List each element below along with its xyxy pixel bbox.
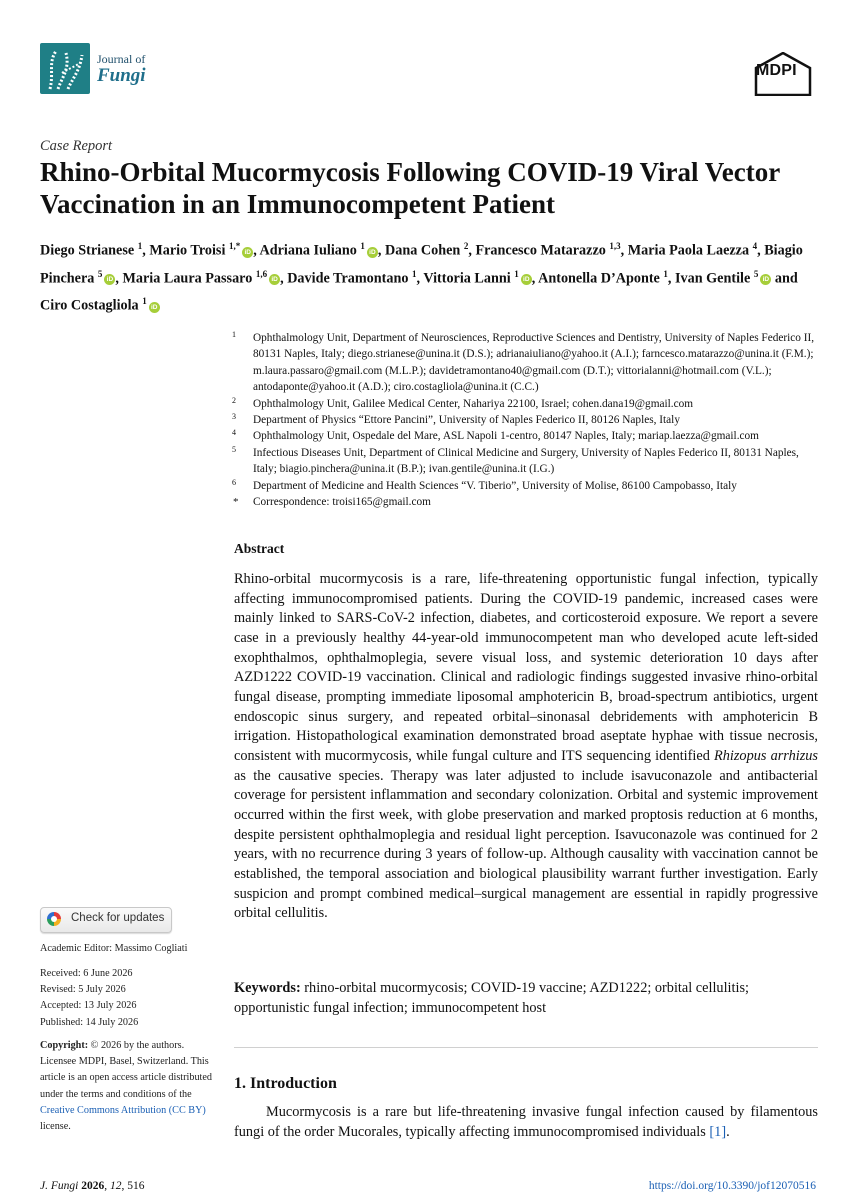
introduction-heading: 1. Introduction [234, 1075, 337, 1092]
author-affiliation-marker: 4 [752, 241, 758, 251]
copyright-label: Copyright: [40, 1040, 89, 1051]
author-affiliation-marker: 1 [663, 268, 668, 279]
journal-name: Fungi [97, 65, 146, 86]
affiliation-number: 6 [232, 477, 236, 487]
affiliation-text: Infectious Diseases Unit, Department of Clinical Medicine and Surgery, University of Naples Federico II, 80131 Naples, Italy; biagio.pinchera@unina.it (B.P.); ivan.gentile@unina.it (I.G.) [253, 446, 799, 476]
author-name: Ivan Gentile [675, 270, 751, 287]
author-affiliation-marker: 1 [360, 241, 365, 251]
abstract-heading: Abstract [234, 541, 285, 556]
author-name: Maria Laura Passaro [122, 270, 253, 287]
publisher-logo-text: MDPI [756, 62, 797, 79]
affiliation-text: Department of Physics “Ettore Pancini”, University of Naples Federico II, 80126 Naples, Italy [253, 414, 680, 427]
author-affiliation-marker: 1 [412, 268, 417, 279]
affiliation-number: 5 [232, 444, 236, 454]
academic-editor: Academic Editor: Massimo Cogliati [40, 943, 188, 954]
author-name: Diego Strianese [40, 242, 135, 259]
author-affiliation-marker: 1 [137, 241, 143, 251]
affiliation-text: Ophthalmology Unit, Galilee Medical Center, Nahariya 22100, Israel; cohen.dana19@gmail.com [253, 397, 694, 410]
species-name: Rhizopus arrhizus [714, 747, 818, 764]
orcid-icon[interactable]: iD [521, 274, 532, 285]
abstract-text [234, 570, 818, 924]
affiliation-text: Ophthalmology Unit, Ospedale del Mare, ASL Napoli 1-centro, 80147 Naples, Italy; mariap.laezza@gmail.com [253, 430, 759, 443]
article-type: Case Report [40, 138, 113, 154]
author-name: Mario Troisi [149, 242, 226, 259]
citation-link[interactable]: [1] [709, 1123, 727, 1140]
affiliation-item [232, 412, 822, 428]
footer-citation: J. Fungi 2026, 12, 516 [40, 1180, 145, 1192]
author-name: Adriana Iuliano [259, 242, 357, 259]
author-affiliation-marker: 1,3 [609, 241, 621, 251]
footer-volume: 12 [109, 1180, 122, 1192]
doi-link[interactable]: https://doi.org/10.3390/jof12070516 [648, 1180, 816, 1192]
author-name: Biagio Pinchera [40, 242, 803, 287]
affiliation-item [232, 330, 822, 396]
affiliation-item [232, 396, 822, 412]
copyright-text: © 2026 by the authors. Licensee MDPI, Basel, Switzerland. This article is an open access article distributed under the terms and conditions of the [40, 1040, 212, 1100]
orcid-icon[interactable]: iD [760, 274, 771, 285]
journal-logo [40, 43, 90, 94]
affiliation-item [232, 478, 822, 494]
published-date: Published: 14 July 2026 [40, 1016, 139, 1028]
footer-year: 2026 [81, 1180, 105, 1192]
affiliation-text: Ophthalmology Unit, Department of Neurosciences, Reproductive Sciences and Dentistry, University of Naples Federico II, 80131 Naples, Italy; diego.strianese@unina.it (D.S.); adrianaiuliano@yahoo.it (A.I.); farncesco.matarazzo@unina.it (F.M.); m.laura.passaro@gmail.com (M.L.P.); davidetramontano40@gmail.com (D.T.); vittorialanni@hotmail.com (V.L.); antodaponte@yahoo.it (A.D.); ciro.costagliola@unina.it (C.C.) [253, 332, 815, 394]
check-updates-label: Check for updates [71, 912, 165, 924]
keywords-label: Keywords: [234, 980, 301, 996]
orcid-icon[interactable]: iD [104, 274, 115, 285]
orcid-icon[interactable]: iD [149, 302, 160, 313]
affiliation-number: 4 [232, 428, 236, 438]
section-divider [234, 1047, 818, 1048]
footer-article-no: 516 [127, 1180, 145, 1192]
author-affiliation-marker: 2 [463, 241, 469, 251]
affiliation-text: Correspondence: troisi165@gmail.com [253, 496, 431, 509]
author-conjunction: and [774, 270, 798, 287]
affiliations [232, 330, 822, 510]
accepted-date: Accepted: 13 July 2026 [40, 1000, 137, 1012]
copyright-notice [40, 1038, 215, 1135]
abstract-part-2: as the causative species. Therapy was later adjusted to include isavuconazole and antibacterial coverage for persistent inflammation and secondary colonization. Orbital and systemic improvement occurred within the first week, with globe preservation and marked proptosis reduction at 6 months, despite persistent ophthalmoplegia and residual light perception. Isavuconazole was continued for 2 years, with no recurrence during 3 years of follow-up. Although causality with vaccination cannot be established, the temporal association and biological plausibility warrant further investigation. Early suspicion and prompt combined medical–surgical management are essential in rapidly progressive orbital cellulitis. [234, 767, 818, 922]
author-affiliation-marker: 1 [142, 296, 147, 307]
correspondence [232, 494, 822, 510]
keywords-text: rhino-orbital mucormycosis; COVID-19 vaccine; AZD1222; orbital cellulitis; opportunistic fungal infection; immunocompetent host [234, 980, 749, 1016]
introduction-paragraph: Mucormycosis is a rare but life-threatening invasive fungal infection caused by filamentous fungi of the order Mucorales, typically affecting immunocompromised individuals [234, 1104, 818, 1140]
orcid-icon[interactable]: iD [269, 274, 280, 285]
introduction-text [234, 1103, 818, 1143]
affiliation-number: 1 [232, 330, 236, 339]
abstract-part-1: Rhino-orbital mucormycosis is a rare, life-threatening opportunistic fungal infection, typically affecting immunocompromised patients. During the COVID-19 pandemic, increased cases were mainly linked to SARS-CoV-2 infection, diabetes, and corticosteroid exposure. We report a severe case in a previously healthy 44-year-old immunocompetent man who developed acute left-sided exophthalmos, ophthalmoplegia, severe visual loss, and systemic deterioration 10 days after AZD1222 COVID-19 vaccination. Clinical and radiologic findings suggested invasive rhino-orbital fungal disease, prompting immediate liposomal amphotericin B, broad-spectrum antibiotics, urgent endoscopic sinus surgery, and repeated orbital–sinonasal debridements with amphotericin B irrigation. Histopathological examination demonstrated broad aseptate hyphae with tissue necrosis, consistent with mucormycosis, while fungal culture and ITS sequencing identified [234, 571, 818, 764]
affiliation-item [232, 445, 822, 478]
footer-journal: J. Fungi [40, 1180, 79, 1192]
introduction-end: . [726, 1123, 730, 1140]
orcid-icon[interactable]: iD [242, 247, 253, 258]
author-name: Dana Cohen [385, 242, 461, 259]
author-name: Davide Tramontano [287, 270, 409, 287]
affiliation-number: * [233, 496, 239, 509]
author-affiliation-marker: 1,6 [255, 268, 268, 279]
update-check-icon [47, 912, 61, 926]
affiliation-text: Department of Medicine and Health Sciences “V. Tiberio”, University of Molise, 86100 Campobasso, Italy [253, 479, 737, 492]
revised-date: Revised: 5 July 2026 [40, 984, 126, 996]
license-link[interactable]: Creative Commons Attribution (CC BY) [40, 1104, 206, 1116]
author-affiliation-marker: 5 [97, 268, 103, 279]
author-affiliation-marker: 1 [514, 268, 519, 279]
author-name: Vittoria Lanni [423, 270, 511, 287]
received-date: Received: 6 June 2026 [40, 968, 133, 979]
copyright-end: license. [40, 1121, 71, 1133]
author-list: Diego Strianese $^1$, Mario Troisi $^{1,*}$iD , Adriana Iuliano $^1$iD , Dana Cohen $^2$, Francesco Matarazzo $^{1,3}$, Maria Paola Laezza $^4$, Biagio Pinchera $^5$iD , Maria Laura Passaro $^{1,6}$iD , Davide Tramontano $^1$, Vittoria Lanni $^1$iD , Antonella D’Aponte $^1$, Ivan Gentile $^5$iD and Ciro Costagliola $^1$iD [40, 241, 803, 315]
author-name: Antonella D’Aponte [538, 270, 660, 287]
author-name: Ciro Costagliola [40, 298, 139, 315]
keywords [234, 979, 818, 1019]
author-affiliation-marker: 1,* [228, 241, 241, 251]
check-for-updates-button[interactable] [40, 907, 172, 933]
fungi-logo-icon [40, 43, 90, 94]
publication-dates [40, 966, 215, 1031]
article-title: Rhino-Orbital Mucormycosis Following COVID-19 Viral Vector Vaccination in an Immunocompetent Patient [40, 157, 780, 219]
author-affiliation-marker: 5 [753, 268, 759, 279]
orcid-icon[interactable]: iD [367, 247, 378, 258]
author-name: Maria Paola Laezza [627, 242, 750, 259]
affiliation-number: 2 [232, 395, 236, 405]
author-name: Francesco Matarazzo [475, 242, 606, 259]
journal-of-label: Journal of [97, 52, 146, 66]
affiliation-number: 3 [232, 412, 236, 422]
affiliation-item [232, 428, 822, 444]
